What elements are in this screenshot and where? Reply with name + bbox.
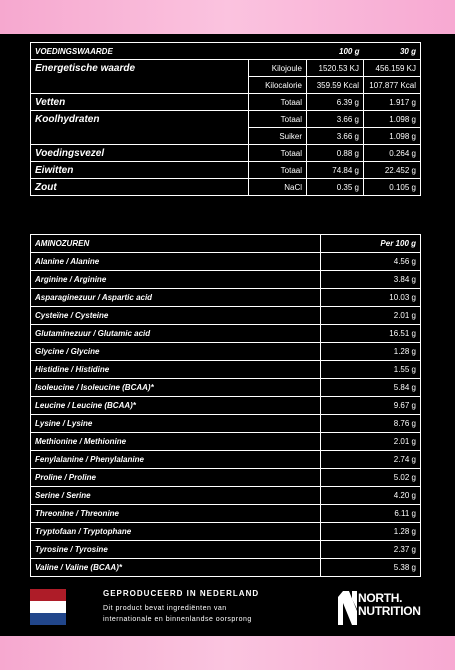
fats-30g: 1.917 g <box>364 94 421 111</box>
flag-stripe-white <box>30 601 66 613</box>
origin-note-line1: Dit product bevat ingrediënten van <box>103 605 227 612</box>
amino-row <box>31 379 421 397</box>
fiber-100g: 0.88 g <box>307 145 364 162</box>
north-n-mark-icon <box>338 591 358 625</box>
amino-row <box>31 361 421 379</box>
amino-name: Cysteïne / Cysteine <box>31 307 321 325</box>
amino-value: 1.28 g <box>321 523 421 541</box>
amino-name: Tryptofaan / Tryptophane <box>31 523 321 541</box>
protein-30g: 22.452 g <box>364 162 421 179</box>
amino-row <box>31 433 421 451</box>
fats-sub: Totaal <box>249 94 307 111</box>
sugar-30g: 1.098 g <box>364 128 421 145</box>
amino-name: Serine / Serine <box>31 487 321 505</box>
amino-name: Lysine / Lysine <box>31 415 321 433</box>
energy-kcal-100g: 359.59 Kcal <box>307 77 364 94</box>
amino-value: 5.02 g <box>321 469 421 487</box>
protein-label: Eiwitten <box>31 162 249 179</box>
amino-value: 4.20 g <box>321 487 421 505</box>
origin-note-line2: internationale en binnenlandse oorsprong <box>103 616 252 623</box>
amino-row <box>31 541 421 559</box>
amino-name: Proline / Proline <box>31 469 321 487</box>
salt-100g: 0.35 g <box>307 179 364 196</box>
energy-row-kj <box>31 60 421 77</box>
origin-note <box>103 603 252 625</box>
fiber-30g: 0.264 g <box>364 145 421 162</box>
col-100g-header: 100 g <box>307 43 364 60</box>
amino-header-row <box>31 235 421 253</box>
carbs-sub: Totaal <box>249 111 307 128</box>
amino-value: 9.67 g <box>321 397 421 415</box>
amino-name: Fenylalanine / Phenylalanine <box>31 451 321 469</box>
unit-kilocalorie: Kilocalorie <box>249 77 307 94</box>
amino-value: 2.74 g <box>321 451 421 469</box>
amino-row <box>31 253 421 271</box>
amino-col-header: Per 100 g <box>321 235 421 253</box>
amino-title: AMINOZUREN <box>31 235 321 253</box>
amino-name: Glutaminezuur / Glutamic acid <box>31 325 321 343</box>
amino-value: 10.03 g <box>321 289 421 307</box>
nutrition-table <box>30 42 421 196</box>
amino-row <box>31 451 421 469</box>
bottom-pink-band <box>0 636 455 670</box>
protein-sub: Totaal <box>249 162 307 179</box>
amino-name: Glycine / Glycine <box>31 343 321 361</box>
amino-row <box>31 343 421 361</box>
netherlands-flag-icon <box>30 589 66 625</box>
salt-sub: NaCl <box>249 179 307 196</box>
fats-100g: 6.39 g <box>307 94 364 111</box>
amino-value: 3.84 g <box>321 271 421 289</box>
amino-value: 1.28 g <box>321 343 421 361</box>
amino-value: 2.01 g <box>321 307 421 325</box>
fats-label: Vetten <box>31 94 249 111</box>
salt-label: Zout <box>31 179 249 196</box>
amino-value: 1.55 g <box>321 361 421 379</box>
fats-row <box>31 94 421 111</box>
amino-name: Arginine / Arginine <box>31 271 321 289</box>
unit-kilojoule: Kilojoule <box>249 60 307 77</box>
protein-row <box>31 162 421 179</box>
sugar-sub: Suiker <box>249 128 307 145</box>
carbs-30g: 1.098 g <box>364 111 421 128</box>
fiber-sub: Totaal <box>249 145 307 162</box>
fiber-row <box>31 145 421 162</box>
amino-value: 4.56 g <box>321 253 421 271</box>
amino-value: 8.76 g <box>321 415 421 433</box>
amino-name: Asparaginezuur / Aspartic acid <box>31 289 321 307</box>
amino-name: Isoleucine / Isoleucine (BCAA)* <box>31 379 321 397</box>
amino-row <box>31 289 421 307</box>
amino-name: Threonine / Threonine <box>31 505 321 523</box>
flag-stripe-blue <box>30 613 66 625</box>
amino-name: Alanine / Alanine <box>31 253 321 271</box>
amino-row <box>31 469 421 487</box>
sugar-100g: 3.66 g <box>307 128 364 145</box>
flag-stripe-red <box>30 589 66 601</box>
amino-acid-table <box>30 234 421 577</box>
amino-name: Leucine / Leucine (BCAA)* <box>31 397 321 415</box>
carbs-row <box>31 111 421 128</box>
amino-value: 16.51 g <box>321 325 421 343</box>
amino-value: 2.37 g <box>321 541 421 559</box>
energy-kcal-30g: 107.877 Kcal <box>364 77 421 94</box>
produced-in-nl-title: GEPRODUCEERD IN NEDERLAND <box>103 589 260 598</box>
amino-value: 6.11 g <box>321 505 421 523</box>
salt-row <box>31 179 421 196</box>
amino-row <box>31 307 421 325</box>
amino-name: Valine / Valine (BCAA)* <box>31 559 321 577</box>
energy-kj-30g: 456.159 KJ <box>364 60 421 77</box>
north-nutrition-logo <box>338 589 422 629</box>
sugar-row <box>31 128 421 145</box>
amino-row <box>31 523 421 541</box>
carbs-label: Koolhydraten <box>31 111 249 128</box>
amino-value: 5.84 g <box>321 379 421 397</box>
amino-row <box>31 271 421 289</box>
logo-line2: NUTRITION <box>358 604 421 618</box>
energy-label: Energetische waarde <box>31 60 249 77</box>
energy-row-kcal <box>31 77 421 94</box>
amino-row <box>31 397 421 415</box>
amino-row <box>31 487 421 505</box>
top-pink-band <box>0 0 455 34</box>
col-30g-header: 30 g <box>364 43 421 60</box>
amino-name: Tyrosine / Tyrosine <box>31 541 321 559</box>
logo-line1: NORTH. <box>358 591 403 605</box>
salt-30g: 0.105 g <box>364 179 421 196</box>
nutrition-header-row <box>31 43 421 60</box>
protein-100g: 74.84 g <box>307 162 364 179</box>
carbs-100g: 3.66 g <box>307 111 364 128</box>
amino-value: 2.01 g <box>321 433 421 451</box>
amino-row <box>31 505 421 523</box>
amino-value: 5.38 g <box>321 559 421 577</box>
logo-wordmark <box>358 592 421 618</box>
nutrition-title: VOEDINGSWAARDE <box>31 43 307 60</box>
amino-name: Methionine / Methionine <box>31 433 321 451</box>
amino-row <box>31 415 421 433</box>
amino-row <box>31 559 421 577</box>
amino-name: Histidine / Histidine <box>31 361 321 379</box>
amino-row <box>31 325 421 343</box>
energy-kj-100g: 1520.53 KJ <box>307 60 364 77</box>
fiber-label: Voedingsvezel <box>31 145 249 162</box>
